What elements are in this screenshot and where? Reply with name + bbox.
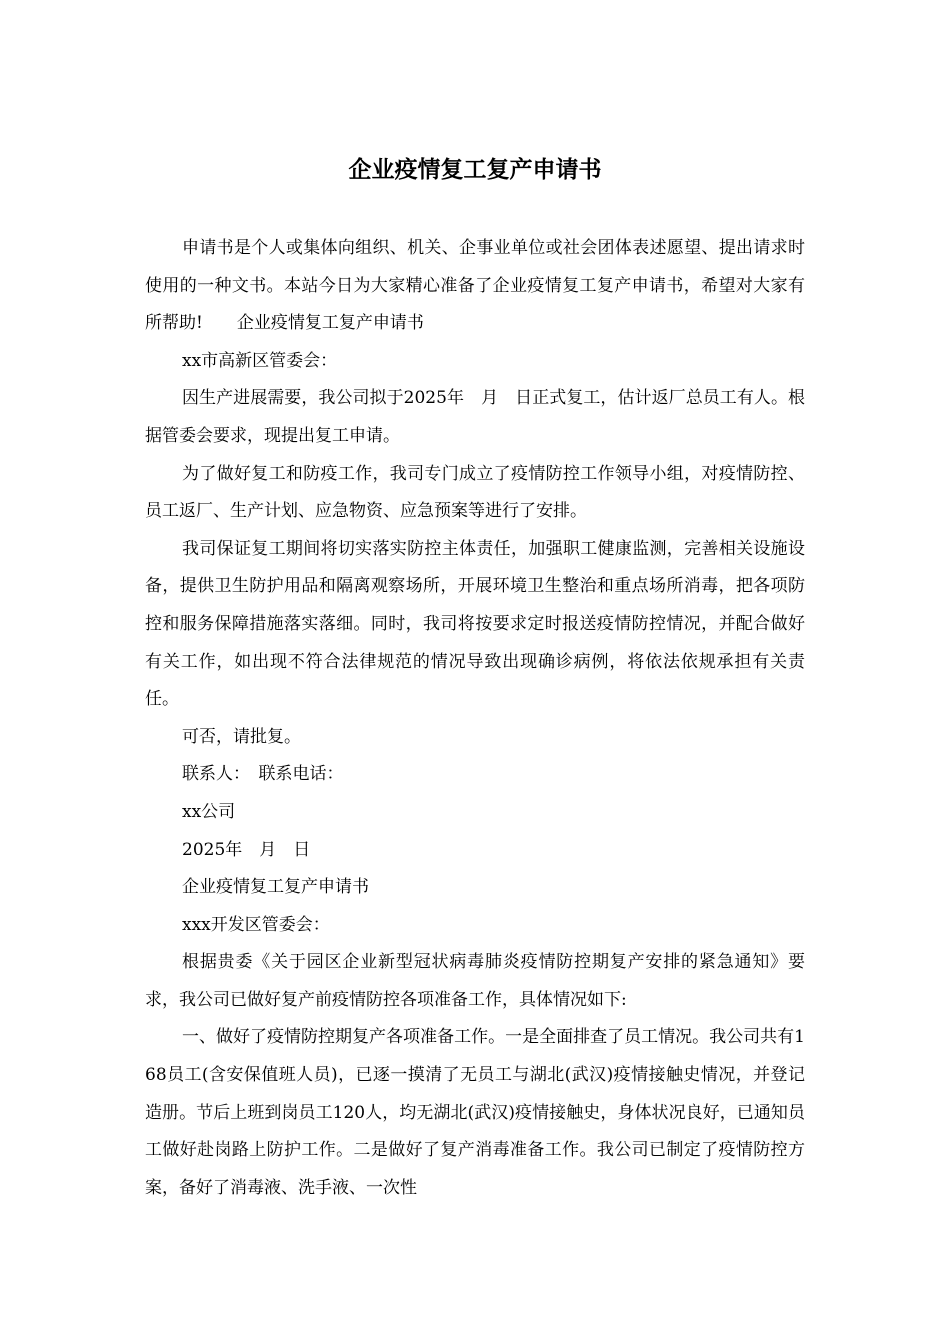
document-body	[145, 230, 805, 1207]
paragraph-second-addressee: xxx开发区管委会：	[182, 914, 330, 935]
paragraph-addressee: xx市高新区管委会：	[182, 350, 338, 371]
paragraph-reason: 因生产进展需要，我公司拟于2025年 月 日正式复工，估计返厂总员工有人。根据管委会要求，现提出复工申请。	[145, 388, 805, 446]
paragraph-date: 2025年 月 日	[182, 839, 311, 860]
paragraph-contact: 联系人： 联系电话：	[182, 764, 344, 785]
document-title: 企业疫情复工复产申请书	[348, 157, 602, 183]
paragraph-guarantee: 我司保证复工期间将切实落实防控主体责任，加强职工健康监测，完善相关设施设备，提供卫生防护用品和隔离观察场所，开展环境卫生整治和重点场所消毒，把各项防控和服务保障措施落实落细。同时，我司将按要求定时报送疫情防控情况，并配合做好有关工作，如出现不符合法律规范的情况导致出现确诊病例，将依法依规承担有关责任。	[145, 538, 805, 710]
paragraph-measures: 一、做好了疫情防控期复产各项准备工作。一是全面排查了员工情况。我公司共有168员工(含安保值班人员)，已逐一摸清了无员工与湖北(武汉)疫情接触史情况，并登记造册。节后上班到岗员工120人，均无湖北(武汉)疫情接触史，身体状况良好，已通知员工做好赴岗路上防护工作。二是做好了复产消毒准备工作。我公司已制定了疫情防控方案，备好了消毒液、洗手液、一次性	[145, 1027, 805, 1198]
paragraph-notice: 根据贵委《关于园区企业新型冠状病毒肺炎疫情防控期复产安排的紧急通知》要求，我公司已做好复产前疫情防控各项准备工作，具体情况如下:	[145, 952, 805, 1010]
paragraph-second-title: 企业疫情复工复产申请书	[182, 877, 369, 898]
paragraph-preparation: 为了做好复工和防疫工作，我司专门成立了疫情防控工作领导小组，对疫情防控、员工返厂、生产计划、应急物资、应急预案等进行了安排。	[145, 463, 805, 522]
paragraph-request: 可否，请批复。	[182, 726, 301, 747]
paragraph-intro: 申请书是个人或集体向组织、机关、企事业单位或社会团体表述愿望、提出请求时使用的一种文书。本站今日为大家精心准备了企业疫情复工复产申请书，希望对大家有所帮助! 企业疫情复工复产申请书	[145, 238, 805, 334]
paragraph-company: xx公司	[182, 801, 236, 822]
